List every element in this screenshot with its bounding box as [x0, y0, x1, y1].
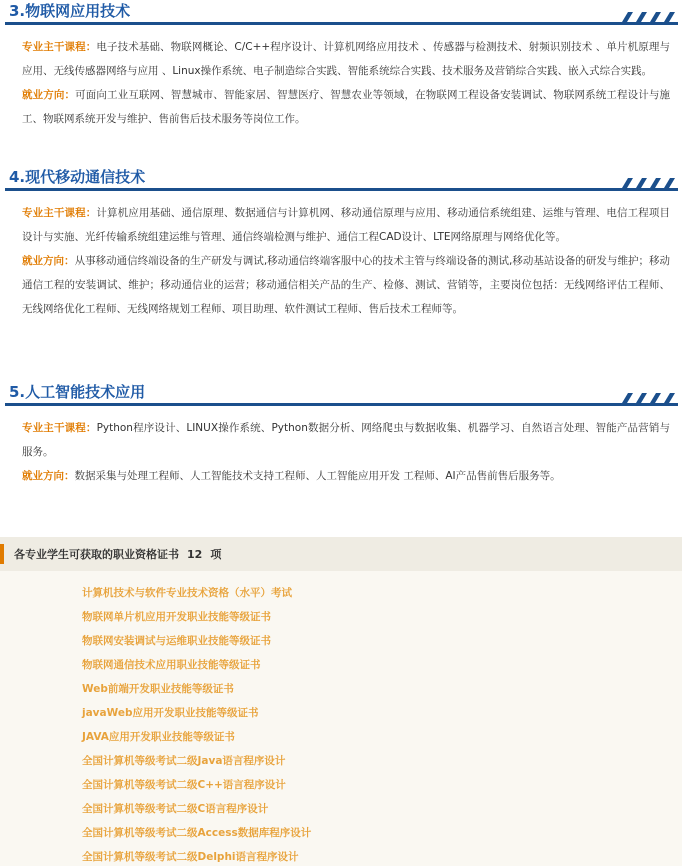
- section-rule: [5, 22, 678, 25]
- certificates-box: [0, 571, 682, 866]
- certificates-accent-bar: [0, 544, 4, 564]
- jobs-text: 可面向工业互联网、智慧城市、智能家居、智慧医疗、智慧农业等领域，在物联网工程设备安装调试、物联网系统工程设计与施工、物联网系统开发与维护、售前售后技术服务等岗位工作。: [22, 89, 670, 125]
- section-title: 4.现代移动通信技术: [9, 168, 146, 186]
- courses-paragraph: [22, 201, 670, 249]
- section-header: [0, 381, 690, 407]
- jobs-paragraph: [22, 464, 670, 488]
- section-header: [0, 166, 690, 192]
- section-header: [0, 0, 690, 26]
- section-iot: [0, 0, 690, 131]
- certificate-item: 物联网单片机应用开发职业技能等级证书: [82, 611, 271, 623]
- section-ai: [0, 381, 690, 488]
- courses-text: 电子技术基础、物联网概论、C/C++程序设计、计算机网络应用技术 、传感器与检测技术、射频识别技术 、单片机原理与应用、无线传感器网络与应用 、Linux操作系统、电子制造综合实践、智能系统综合实践、技术服务及营销综合实践、嵌入式综合实践。: [22, 41, 670, 77]
- certificates-unit: 项: [210, 548, 222, 561]
- certificate-item: 物联网安装调试与运维职业技能等级证书: [82, 635, 271, 647]
- courses-paragraph: [22, 416, 670, 464]
- jobs-paragraph: [22, 83, 670, 131]
- jobs-label: 就业方向：: [22, 470, 75, 482]
- jobs-paragraph: [22, 249, 670, 321]
- courses-paragraph: [22, 35, 670, 83]
- certificates-title-text: 各专业学生可获取的职业资格证书: [14, 548, 179, 561]
- certificate-item: 物联网通信技术应用职业技能等级证书: [82, 659, 261, 671]
- slash-decoration-icon: [620, 12, 678, 22]
- certificates-header: [0, 537, 682, 571]
- certificates-title: [14, 546, 221, 562]
- jobs-text: 从事移动通信终端设备的生产研发与调试,移动通信终端客服中心的技术主管与终端设备的测试,移动基站设备的研发与维护；移动通信工程的安装调试、维护；移动通信业的运营；移动通信相关产品的生产、检修、测试、营销等，主要岗位包括：无线网络评估工程师、无线网络优化工程师、无线网络规划工程师、项目助理、软件测试工程师、售后技术工程师等。: [22, 255, 670, 315]
- slash-decoration-icon: [620, 393, 678, 403]
- section-body: [0, 192, 690, 321]
- certificate-item: 计算机技术与软件专业技术资格（水平）考试: [82, 587, 292, 599]
- certificate-item: 全国计算机等级考试二级Access数据库程序设计: [82, 827, 312, 839]
- courses-label: 专业主干课程：: [22, 41, 97, 53]
- jobs-label: 就业方向：: [22, 255, 75, 267]
- certificate-item: javaWeb应用开发职业技能等级证书: [82, 707, 259, 719]
- certificates-count: 12: [187, 548, 203, 561]
- certificate-item: 全国计算机等级考试二级Delphi语言程序设计: [82, 851, 299, 863]
- certificate-item: Web前端开发职业技能等级证书: [82, 683, 234, 695]
- certificate-item: JAVA应用开发职业技能等级证书: [82, 731, 235, 743]
- section-mobile-comm: [0, 166, 690, 321]
- certificates-list: [82, 581, 311, 866]
- section-title: 5.人工智能技术应用: [9, 383, 146, 401]
- certificate-item: 全国计算机等级考试二级C++语言程序设计: [82, 779, 286, 791]
- courses-text: 计算机应用基础、通信原理、数据通信与计算机网、移动通信原理与应用、移动通信系统组建、运维与管理、电信工程项目设计与实施、光纤传输系统组建运维与管理、通信终端检测与维护、通信工程CAD设计、LTE网络原理与网络优化等。: [22, 207, 670, 243]
- section-rule: [5, 403, 678, 406]
- slash-decoration-icon: [620, 178, 678, 188]
- courses-label: 专业主干课程：: [22, 207, 97, 219]
- certificate-item: 全国计算机等级考试二级C语言程序设计: [82, 803, 269, 815]
- certificate-item: 全国计算机等级考试二级Java语言程序设计: [82, 755, 286, 767]
- section-body: [0, 26, 690, 131]
- jobs-label: 就业方向：: [22, 89, 76, 101]
- courses-text: Python程序设计、LINUX操作系统、Python数据分析、网络爬虫与数据收集、机器学习、自然语言处理、智能产品营销与服务。: [22, 422, 670, 458]
- section-rule: [5, 188, 678, 191]
- section-title: 3.物联网应用技术: [9, 2, 131, 20]
- courses-label: 专业主干课程：: [22, 422, 97, 434]
- jobs-text: 数据采集与处理工程师、人工智能技术支持工程师、人工智能应用开发 工程师、AI产品售前售后服务等。: [74, 470, 561, 482]
- section-body: [0, 407, 690, 488]
